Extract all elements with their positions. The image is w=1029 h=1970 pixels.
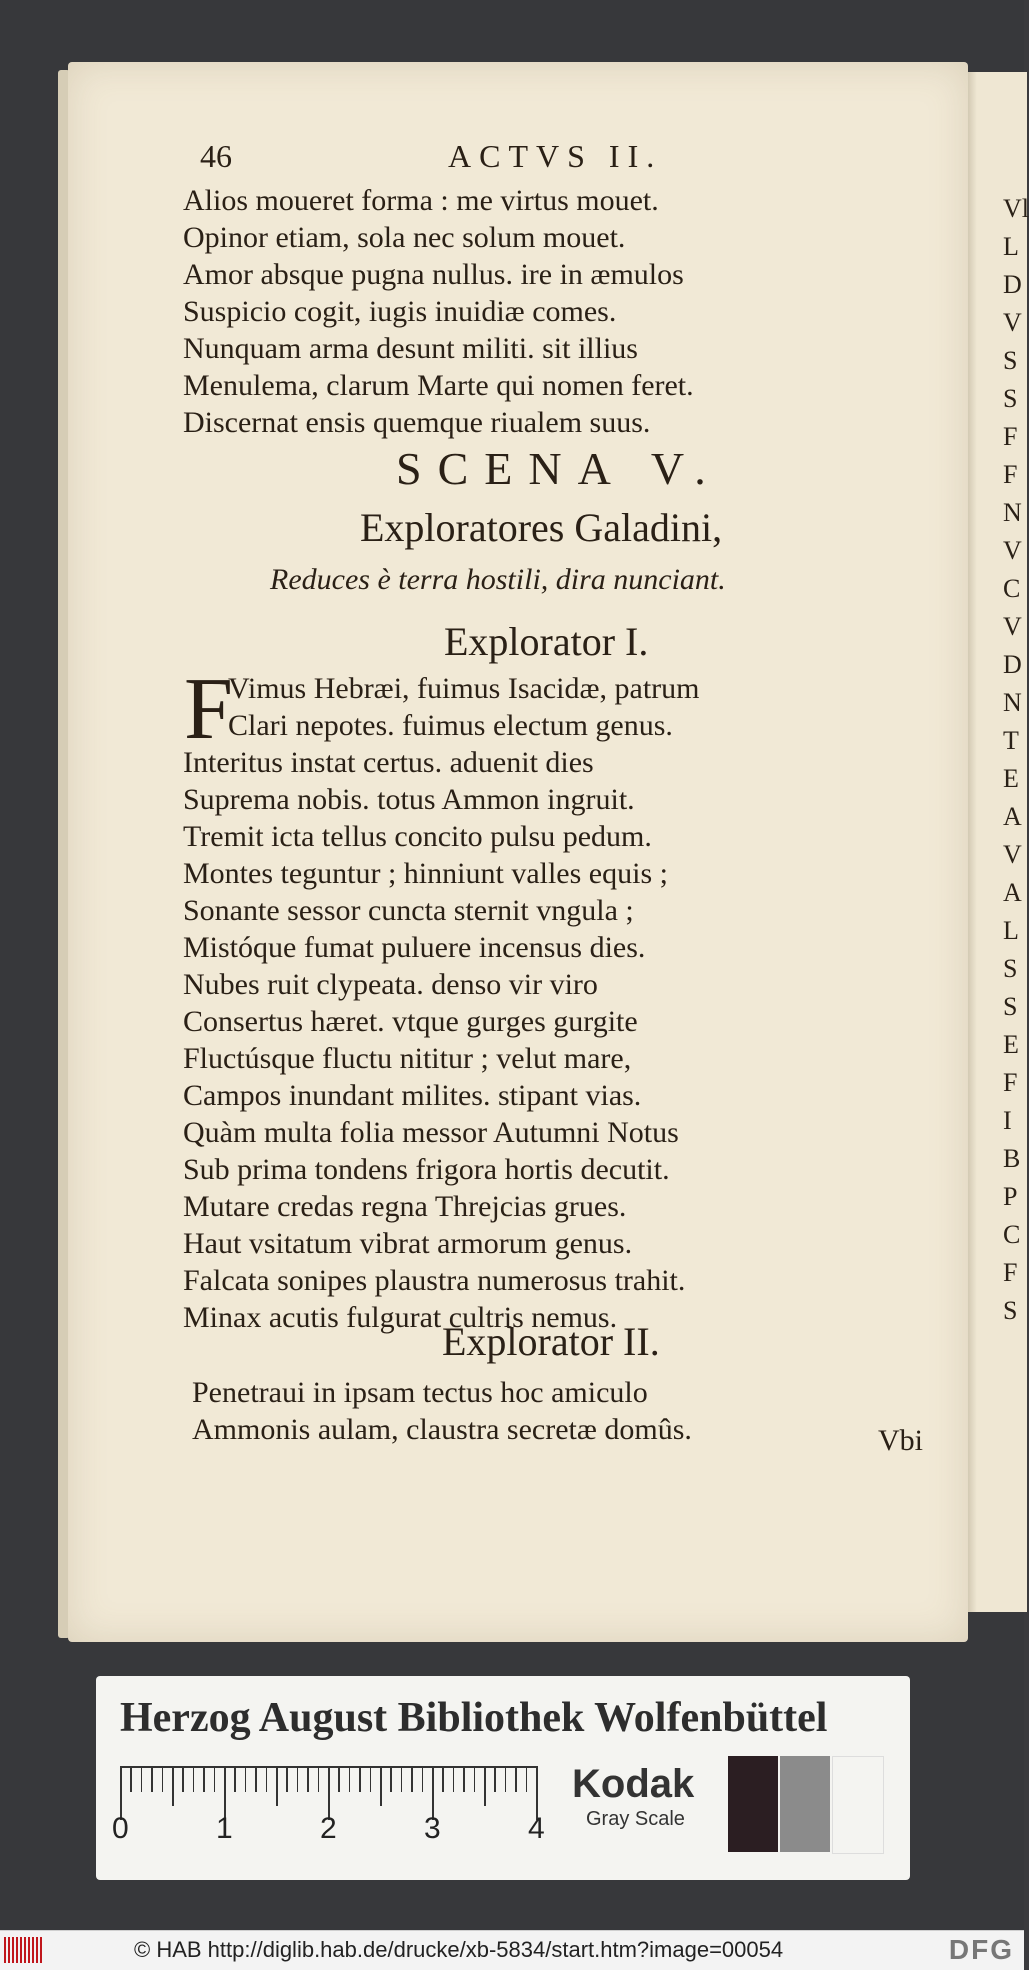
ruler-number: 3	[424, 1812, 441, 1845]
ruler-number: 0	[112, 1812, 129, 1845]
ruler-tick	[255, 1766, 257, 1792]
facing-page-letter: V	[1003, 308, 1022, 337]
verse-line: Mistóque fumat puluere incensus dies.	[183, 931, 646, 964]
ruler-tick	[234, 1766, 236, 1792]
speaker-explorator-2: Explorator II.	[442, 1319, 660, 1364]
verse-line: Fluctúsque fluctu nititur ; velut mare,	[183, 1042, 632, 1075]
facing-page-letter: P	[1003, 1182, 1018, 1211]
ruler-tick	[182, 1766, 184, 1792]
verse-line: Sub prima tondens frigora hortis decutit.	[183, 1153, 670, 1186]
ruler-number: 2	[320, 1812, 337, 1845]
speech-1-block	[183, 744, 823, 1336]
verse-line: Suprema nobis. totus Ammon ingruit.	[183, 783, 635, 816]
footer-link[interactable]: © HAB http://diglib.hab.de/drucke/xb-5834/start.htm?image=00054	[134, 1937, 784, 1962]
verse-line: Alios moueret forma : me virtus mouet.	[183, 184, 659, 217]
verse-line: Montes teguntur ; hinniunt valles equis ;	[183, 857, 668, 890]
verse-line: Consertus hæret. vtque gurges gurgite	[183, 1005, 638, 1038]
library-label-card	[96, 1676, 910, 1880]
verse-line: Menulema, clarum Marte qui nomen feret.	[183, 369, 694, 402]
ruler-tick	[286, 1766, 288, 1792]
facing-page-letter: V	[1003, 612, 1022, 641]
ruler-tick	[390, 1766, 392, 1792]
facing-page-letter: Vl	[1003, 194, 1029, 223]
drop-cap: F	[184, 661, 233, 758]
footer-bar	[0, 1930, 1024, 1970]
ruler-tick	[193, 1766, 195, 1792]
gray-swatch-dark	[728, 1756, 778, 1852]
verse-line: Vimus Hebræi, fuimus Isacidæ, patrum	[228, 672, 700, 705]
verse-line: Suspicio cogit, iugis inuidiæ comes.	[183, 295, 617, 328]
ruler-tick	[214, 1766, 216, 1792]
ruler-tick	[422, 1766, 424, 1792]
facing-page-letter: F	[1003, 1068, 1018, 1097]
verse-line: Ammonis aulam, claustra secretæ domûs.	[192, 1413, 692, 1446]
verse-line: Minax acutis fulgurat cultris nemus.	[183, 1301, 618, 1334]
speaker-explorator-1: Explorator I.	[444, 619, 649, 664]
gray-scale-label: Gray Scale	[586, 1808, 685, 1830]
ruler-tick	[151, 1766, 153, 1792]
ruler-tick	[370, 1766, 372, 1792]
facing-page-letter: F	[1003, 460, 1018, 489]
facing-page-letter: A	[1003, 802, 1022, 831]
ruler-tick	[463, 1766, 465, 1792]
ruler-tick	[442, 1766, 444, 1792]
facing-page-letter: L	[1003, 916, 1019, 945]
facing-page-edge	[958, 72, 1027, 1612]
ruler-tick	[505, 1766, 507, 1792]
facing-page-letter: D	[1003, 270, 1022, 299]
verse-line: Campos inundant milites. stipant vias.	[183, 1079, 642, 1112]
ruler-tick	[515, 1766, 517, 1792]
verse-line: Penetraui in ipsam tectus hoc amiculo	[192, 1376, 648, 1409]
speech-2-block	[192, 1374, 832, 1448]
ruler-tick	[318, 1766, 320, 1792]
speech-1-opening	[228, 670, 868, 744]
ruler-tick	[380, 1766, 382, 1806]
ruler-tick	[266, 1766, 268, 1792]
ruler-tick	[453, 1766, 455, 1792]
ruler-tick	[474, 1766, 476, 1792]
verse-line: Haut vsitatum vibrat armorum genus.	[183, 1227, 633, 1260]
gray-swatch-light	[832, 1756, 884, 1854]
ruler-tick	[297, 1766, 299, 1792]
ruler-tick	[401, 1766, 403, 1792]
ruler-tick	[484, 1766, 486, 1806]
ruler-tick	[349, 1766, 351, 1792]
ruler-tick	[526, 1766, 528, 1792]
facing-page-letter: N	[1003, 688, 1022, 717]
facing-page-letter: B	[1003, 1144, 1021, 1173]
facing-page-letter: E	[1003, 1030, 1019, 1059]
facing-page-letter: C	[1003, 574, 1021, 603]
dfg-logo: DFG	[948, 1934, 1014, 1965]
facing-page-letter: F	[1003, 422, 1018, 451]
ruler-tick	[494, 1766, 496, 1792]
page-header	[200, 138, 760, 178]
running-head: ACTVS II.	[448, 138, 663, 174]
facing-page-letter: S	[1003, 346, 1018, 375]
hab-barcode-icon	[4, 1937, 48, 1963]
verse-block-before	[183, 182, 823, 441]
facing-page-letter: F	[1003, 1258, 1018, 1287]
ruler-tick	[338, 1766, 340, 1792]
facing-page-letter: N	[1003, 498, 1022, 527]
ruler-number: 4	[528, 1812, 545, 1845]
facing-page-letter: S	[1003, 954, 1018, 983]
facing-page-letter: V	[1003, 536, 1022, 565]
gray-swatch-mid	[780, 1756, 830, 1852]
kodak-logo: Kodak	[572, 1762, 695, 1806]
ruler-tick	[130, 1766, 132, 1792]
verse-line: Amor absque pugna nullus. ire in æmulos	[183, 258, 684, 291]
facing-page-letter: S	[1003, 384, 1018, 413]
facing-page-letter: V	[1003, 840, 1022, 869]
facing-page-letter: C	[1003, 1220, 1021, 1249]
verse-line: Nubes ruit clypeata. denso vir viro	[183, 968, 598, 1001]
facing-page-letter: A	[1003, 878, 1022, 907]
verse-line: Falcata sonipes plaustra numerosus trahit.	[183, 1264, 686, 1297]
ruler-tick	[172, 1766, 174, 1806]
verse-line: Quàm multa folia messor Autumni Notus	[183, 1116, 679, 1149]
scene-subtitle: Reduces è terra hostili, dira nunciant.	[270, 563, 726, 596]
facing-page-letter: L	[1003, 232, 1019, 261]
library-name: Herzog August Bibliothek Wolfenbüttel	[120, 1695, 828, 1741]
verse-line: Discernat ensis quemque riualem suus.	[183, 406, 651, 439]
catchword: Vbi	[878, 1424, 923, 1457]
facing-page-letter: I	[1003, 1106, 1012, 1135]
verse-line: Mutare credas regna Threjcias grues.	[183, 1190, 627, 1223]
verse-line: Opinor etiam, sola nec solum mouet.	[183, 221, 626, 254]
ruler-tick	[203, 1766, 205, 1792]
facing-page-letter: T	[1003, 726, 1019, 755]
facing-page-letter: S	[1003, 992, 1018, 1021]
verse-line: Interitus instat certus. aduenit dies	[183, 746, 594, 779]
scene-title: SCENA V.	[396, 443, 722, 494]
facing-page-letter: D	[1003, 650, 1022, 679]
ruler-tick	[245, 1766, 247, 1792]
verse-line: Sonante sessor cuncta sternit vngula ;	[183, 894, 634, 927]
facing-page-letters	[1003, 190, 1029, 1330]
ruler-number: 1	[216, 1812, 233, 1845]
verse-line: Nunquam arma desunt militi. sit illius	[183, 332, 638, 365]
facing-page-letter: E	[1003, 764, 1019, 793]
ruler-tick	[276, 1766, 278, 1806]
scene-persons: Exploratores Galadini,	[360, 505, 723, 550]
verse-line: Clari nepotes. fuimus electum genus.	[228, 709, 673, 742]
verse-line: Tremit icta tellus concito pulsu pedum.	[183, 820, 652, 853]
facing-page-letter: S	[1003, 1296, 1018, 1325]
ruler-tick	[411, 1766, 413, 1792]
ruler-tick	[162, 1766, 164, 1792]
ruler-tick	[307, 1766, 309, 1792]
page-number: 46	[200, 138, 232, 174]
ruler-tick	[359, 1766, 361, 1792]
ruler-tick	[141, 1766, 143, 1792]
